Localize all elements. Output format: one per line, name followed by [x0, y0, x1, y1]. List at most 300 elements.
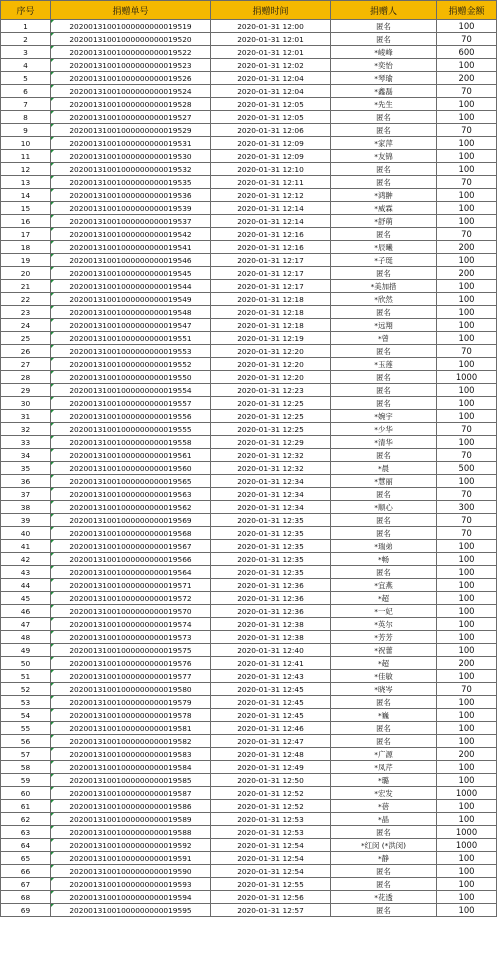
order-number-cell[interactable]: 20200131001000000000019565 — [51, 475, 211, 488]
donor-cell[interactable]: 匿名 — [331, 566, 437, 579]
amount-cell[interactable]: 100 — [437, 397, 497, 410]
seq-cell[interactable]: 22 — [1, 293, 51, 306]
seq-cell[interactable]: 17 — [1, 228, 51, 241]
order-number-cell[interactable]: 20200131001000000000019526 — [51, 72, 211, 85]
donor-cell[interactable]: 匿名 — [331, 826, 437, 839]
donor-cell[interactable]: *畅 — [331, 553, 437, 566]
order-number-cell[interactable]: 20200131001000000000019586 — [51, 800, 211, 813]
seq-cell[interactable]: 51 — [1, 670, 51, 683]
seq-cell[interactable]: 47 — [1, 618, 51, 631]
donation-time-cell[interactable]: 2020-01-31 12:47 — [211, 735, 331, 748]
amount-cell[interactable]: 1000 — [437, 371, 497, 384]
seq-cell[interactable]: 4 — [1, 59, 51, 72]
seq-cell[interactable]: 31 — [1, 410, 51, 423]
donor-cell[interactable]: 匿名 — [331, 345, 437, 358]
order-number-cell[interactable]: 20200131001000000000019594 — [51, 891, 211, 904]
order-number-cell[interactable]: 20200131001000000000019560 — [51, 462, 211, 475]
order-number-cell[interactable]: 20200131001000000000019546 — [51, 254, 211, 267]
seq-cell[interactable]: 44 — [1, 579, 51, 592]
donation-time-cell[interactable]: 2020-01-31 12:11 — [211, 176, 331, 189]
amount-cell[interactable]: 70 — [437, 85, 497, 98]
seq-cell[interactable]: 10 — [1, 137, 51, 150]
donor-cell[interactable]: 匿名 — [331, 124, 437, 137]
donation-time-cell[interactable]: 2020-01-31 12:17 — [211, 280, 331, 293]
order-number-cell[interactable]: 20200131001000000000019573 — [51, 631, 211, 644]
donor-cell[interactable]: *晶 — [331, 813, 437, 826]
amount-cell[interactable]: 100 — [437, 98, 497, 111]
order-number-cell[interactable]: 20200131001000000000019545 — [51, 267, 211, 280]
header-donor[interactable]: 捐赠人 — [331, 1, 437, 20]
order-number-cell[interactable]: 20200131001000000000019544 — [51, 280, 211, 293]
amount-cell[interactable]: 70 — [437, 514, 497, 527]
seq-cell[interactable]: 34 — [1, 449, 51, 462]
amount-cell[interactable]: 100 — [437, 553, 497, 566]
amount-cell[interactable]: 100 — [437, 254, 497, 267]
order-number-cell[interactable]: 20200131001000000000019579 — [51, 696, 211, 709]
seq-cell[interactable]: 5 — [1, 72, 51, 85]
order-number-cell[interactable]: 20200131001000000000019569 — [51, 514, 211, 527]
donor-cell[interactable]: *芳芳 — [331, 631, 437, 644]
order-number-cell[interactable]: 20200131001000000000019589 — [51, 813, 211, 826]
donation-time-cell[interactable]: 2020-01-31 12:54 — [211, 852, 331, 865]
donor-cell[interactable]: *清华 — [331, 436, 437, 449]
donor-cell[interactable]: *远翔 — [331, 319, 437, 332]
seq-cell[interactable]: 24 — [1, 319, 51, 332]
seq-cell[interactable]: 20 — [1, 267, 51, 280]
amount-cell[interactable]: 100 — [437, 475, 497, 488]
donation-time-cell[interactable]: 2020-01-31 12:20 — [211, 358, 331, 371]
amount-cell[interactable]: 70 — [437, 449, 497, 462]
donor-cell[interactable]: 匿名 — [331, 865, 437, 878]
donation-time-cell[interactable]: 2020-01-31 12:10 — [211, 163, 331, 176]
order-number-cell[interactable]: 20200131001000000000019570 — [51, 605, 211, 618]
seq-cell[interactable]: 30 — [1, 397, 51, 410]
amount-cell[interactable]: 100 — [437, 20, 497, 33]
seq-cell[interactable]: 25 — [1, 332, 51, 345]
amount-cell[interactable]: 100 — [437, 293, 497, 306]
donation-time-cell[interactable]: 2020-01-31 12:09 — [211, 137, 331, 150]
donation-time-cell[interactable]: 2020-01-31 12:52 — [211, 787, 331, 800]
seq-cell[interactable]: 46 — [1, 605, 51, 618]
donor-cell[interactable]: 匿名 — [331, 722, 437, 735]
donation-time-cell[interactable]: 2020-01-31 12:45 — [211, 683, 331, 696]
donation-time-cell[interactable]: 2020-01-31 12:05 — [211, 111, 331, 124]
donor-cell[interactable]: *佳敏 — [331, 670, 437, 683]
order-number-cell[interactable]: 20200131001000000000019588 — [51, 826, 211, 839]
order-number-cell[interactable]: 20200131001000000000019532 — [51, 163, 211, 176]
donation-time-cell[interactable]: 2020-01-31 12:25 — [211, 423, 331, 436]
amount-cell[interactable]: 100 — [437, 540, 497, 553]
donation-time-cell[interactable]: 2020-01-31 12:18 — [211, 293, 331, 306]
amount-cell[interactable]: 70 — [437, 228, 497, 241]
order-number-cell[interactable]: 20200131001000000000019531 — [51, 137, 211, 150]
donor-cell[interactable]: 匿名 — [331, 449, 437, 462]
donor-cell[interactable]: *奕怡 — [331, 59, 437, 72]
donor-cell[interactable]: 匿名 — [331, 176, 437, 189]
donation-time-cell[interactable]: 2020-01-31 12:34 — [211, 488, 331, 501]
amount-cell[interactable]: 300 — [437, 501, 497, 514]
order-number-cell[interactable]: 20200131001000000000019550 — [51, 371, 211, 384]
seq-cell[interactable]: 33 — [1, 436, 51, 449]
donor-cell[interactable]: *超 — [331, 657, 437, 670]
seq-cell[interactable]: 63 — [1, 826, 51, 839]
donor-cell[interactable]: 匿名 — [331, 878, 437, 891]
donation-time-cell[interactable]: 2020-01-31 12:35 — [211, 514, 331, 527]
order-number-cell[interactable]: 20200131001000000000019561 — [51, 449, 211, 462]
seq-cell[interactable]: 64 — [1, 839, 51, 852]
donor-cell[interactable]: *鑫磊 — [331, 85, 437, 98]
seq-cell[interactable]: 8 — [1, 111, 51, 124]
order-number-cell[interactable]: 20200131001000000000019578 — [51, 709, 211, 722]
donation-time-cell[interactable]: 2020-01-31 12:38 — [211, 618, 331, 631]
order-number-cell[interactable]: 20200131001000000000019527 — [51, 111, 211, 124]
order-number-cell[interactable]: 20200131001000000000019585 — [51, 774, 211, 787]
donor-cell[interactable]: *晓岑 — [331, 683, 437, 696]
seq-cell[interactable]: 36 — [1, 475, 51, 488]
donation-time-cell[interactable]: 2020-01-31 12:06 — [211, 124, 331, 137]
order-number-cell[interactable]: 20200131001000000000019529 — [51, 124, 211, 137]
seq-cell[interactable]: 61 — [1, 800, 51, 813]
seq-cell[interactable]: 7 — [1, 98, 51, 111]
header-amount[interactable]: 捐赠金额 — [437, 1, 497, 20]
amount-cell[interactable]: 100 — [437, 696, 497, 709]
amount-cell[interactable]: 100 — [437, 436, 497, 449]
amount-cell[interactable]: 100 — [437, 800, 497, 813]
amount-cell[interactable]: 200 — [437, 657, 497, 670]
donor-cell[interactable]: *舒萌 — [331, 215, 437, 228]
order-number-cell[interactable]: 20200131001000000000019520 — [51, 33, 211, 46]
donor-cell[interactable]: *红闵 (*洪闵) — [331, 839, 437, 852]
amount-cell[interactable]: 100 — [437, 709, 497, 722]
donation-time-cell[interactable]: 2020-01-31 12:34 — [211, 501, 331, 514]
donation-time-cell[interactable]: 2020-01-31 12:38 — [211, 631, 331, 644]
donor-cell[interactable]: *花透 — [331, 891, 437, 904]
amount-cell[interactable]: 100 — [437, 670, 497, 683]
donation-time-cell[interactable]: 2020-01-31 12:20 — [211, 345, 331, 358]
donation-time-cell[interactable]: 2020-01-31 12:04 — [211, 72, 331, 85]
seq-cell[interactable]: 28 — [1, 371, 51, 384]
order-number-cell[interactable]: 20200131001000000000019571 — [51, 579, 211, 592]
order-number-cell[interactable]: 20200131001000000000019547 — [51, 319, 211, 332]
donation-time-cell[interactable]: 2020-01-31 12:29 — [211, 436, 331, 449]
seq-cell[interactable]: 11 — [1, 150, 51, 163]
amount-cell[interactable]: 100 — [437, 566, 497, 579]
seq-cell[interactable]: 45 — [1, 592, 51, 605]
donation-time-cell[interactable]: 2020-01-31 12:05 — [211, 98, 331, 111]
amount-cell[interactable]: 100 — [437, 774, 497, 787]
donation-time-cell[interactable]: 2020-01-31 12:52 — [211, 800, 331, 813]
amount-cell[interactable]: 100 — [437, 579, 497, 592]
order-number-cell[interactable]: 20200131001000000000019539 — [51, 202, 211, 215]
amount-cell[interactable]: 100 — [437, 878, 497, 891]
seq-cell[interactable]: 53 — [1, 696, 51, 709]
header-order-number[interactable]: 捐赠单号 — [51, 1, 211, 20]
seq-cell[interactable]: 60 — [1, 787, 51, 800]
donation-time-cell[interactable]: 2020-01-31 12:43 — [211, 670, 331, 683]
order-number-cell[interactable]: 20200131001000000000019581 — [51, 722, 211, 735]
amount-cell[interactable]: 600 — [437, 46, 497, 59]
donor-cell[interactable]: *璐 — [331, 774, 437, 787]
amount-cell[interactable]: 100 — [437, 644, 497, 657]
donation-time-cell[interactable]: 2020-01-31 12:34 — [211, 475, 331, 488]
donor-cell[interactable]: *祝蕾 — [331, 644, 437, 657]
donation-time-cell[interactable]: 2020-01-31 12:23 — [211, 384, 331, 397]
seq-cell[interactable]: 58 — [1, 761, 51, 774]
donation-time-cell[interactable]: 2020-01-31 12:25 — [211, 410, 331, 423]
seq-cell[interactable]: 69 — [1, 904, 51, 917]
donation-time-cell[interactable]: 2020-01-31 12:35 — [211, 553, 331, 566]
seq-cell[interactable]: 16 — [1, 215, 51, 228]
donor-cell[interactable]: *崚峰 — [331, 46, 437, 59]
amount-cell[interactable]: 70 — [437, 423, 497, 436]
donation-time-cell[interactable]: 2020-01-31 12:54 — [211, 865, 331, 878]
donor-cell[interactable]: 匿名 — [331, 228, 437, 241]
donor-cell[interactable]: *晨 — [331, 462, 437, 475]
donor-cell[interactable]: *蓓 — [331, 800, 437, 813]
amount-cell[interactable]: 100 — [437, 280, 497, 293]
order-number-cell[interactable]: 20200131001000000000019536 — [51, 189, 211, 202]
amount-cell[interactable]: 1000 — [437, 787, 497, 800]
seq-cell[interactable]: 27 — [1, 358, 51, 371]
donation-time-cell[interactable]: 2020-01-31 12:36 — [211, 605, 331, 618]
donor-cell[interactable]: *琴瑜 — [331, 72, 437, 85]
donor-cell[interactable]: 匿名 — [331, 514, 437, 527]
order-number-cell[interactable]: 20200131001000000000019577 — [51, 670, 211, 683]
donor-cell[interactable]: *威霖 — [331, 202, 437, 215]
donor-cell[interactable]: *英尔 — [331, 618, 437, 631]
seq-cell[interactable]: 3 — [1, 46, 51, 59]
donation-time-cell[interactable]: 2020-01-31 12:55 — [211, 878, 331, 891]
seq-cell[interactable]: 56 — [1, 735, 51, 748]
order-number-cell[interactable]: 20200131001000000000019524 — [51, 85, 211, 98]
donor-cell[interactable]: *瑞弟 — [331, 540, 437, 553]
donor-cell[interactable]: *友锦 — [331, 150, 437, 163]
seq-cell[interactable]: 40 — [1, 527, 51, 540]
order-number-cell[interactable]: 20200131001000000000019528 — [51, 98, 211, 111]
donation-time-cell[interactable]: 2020-01-31 12:14 — [211, 215, 331, 228]
amount-cell[interactable]: 70 — [437, 176, 497, 189]
amount-cell[interactable]: 100 — [437, 319, 497, 332]
amount-cell[interactable]: 100 — [437, 631, 497, 644]
donor-cell[interactable]: *先生 — [331, 98, 437, 111]
amount-cell[interactable]: 100 — [437, 735, 497, 748]
donor-cell[interactable]: 匿名 — [331, 735, 437, 748]
amount-cell[interactable]: 200 — [437, 748, 497, 761]
order-number-cell[interactable]: 20200131001000000000019587 — [51, 787, 211, 800]
order-number-cell[interactable]: 20200131001000000000019567 — [51, 540, 211, 553]
donation-time-cell[interactable]: 2020-01-31 12:17 — [211, 267, 331, 280]
header-seq[interactable]: 序号 — [1, 1, 51, 20]
order-number-cell[interactable]: 20200131001000000000019542 — [51, 228, 211, 241]
order-number-cell[interactable]: 20200131001000000000019591 — [51, 852, 211, 865]
amount-cell[interactable]: 500 — [437, 462, 497, 475]
amount-cell[interactable]: 100 — [437, 163, 497, 176]
donor-cell[interactable]: *顺心 — [331, 501, 437, 514]
donation-time-cell[interactable]: 2020-01-31 12:36 — [211, 592, 331, 605]
donation-time-cell[interactable]: 2020-01-31 12:53 — [211, 826, 331, 839]
order-number-cell[interactable]: 20200131001000000000019572 — [51, 592, 211, 605]
donation-time-cell[interactable]: 2020-01-31 12:41 — [211, 657, 331, 670]
order-number-cell[interactable]: 20200131001000000000019576 — [51, 657, 211, 670]
amount-cell[interactable]: 100 — [437, 865, 497, 878]
order-number-cell[interactable]: 20200131001000000000019530 — [51, 150, 211, 163]
donor-cell[interactable]: *家萍 — [331, 137, 437, 150]
donor-cell[interactable]: *子珽 — [331, 254, 437, 267]
order-number-cell[interactable]: 20200131001000000000019595 — [51, 904, 211, 917]
order-number-cell[interactable]: 20200131001000000000019519 — [51, 20, 211, 33]
seq-cell[interactable]: 59 — [1, 774, 51, 787]
amount-cell[interactable]: 70 — [437, 33, 497, 46]
donor-cell[interactable]: *鸿翀 — [331, 189, 437, 202]
donor-cell[interactable]: *曾 — [331, 332, 437, 345]
seq-cell[interactable]: 48 — [1, 631, 51, 644]
donor-cell[interactable]: 匿名 — [331, 20, 437, 33]
order-number-cell[interactable]: 20200131001000000000019556 — [51, 410, 211, 423]
seq-cell[interactable]: 41 — [1, 540, 51, 553]
donation-time-cell[interactable]: 2020-01-31 12:35 — [211, 527, 331, 540]
amount-cell[interactable]: 100 — [437, 137, 497, 150]
amount-cell[interactable]: 100 — [437, 813, 497, 826]
seq-cell[interactable]: 55 — [1, 722, 51, 735]
seq-cell[interactable]: 67 — [1, 878, 51, 891]
donor-cell[interactable]: *静 — [331, 852, 437, 865]
donor-cell[interactable]: *一妃 — [331, 605, 437, 618]
donation-time-cell[interactable]: 2020-01-31 12:56 — [211, 891, 331, 904]
donation-time-cell[interactable]: 2020-01-31 12:00 — [211, 20, 331, 33]
order-number-cell[interactable]: 20200131001000000000019554 — [51, 384, 211, 397]
order-number-cell[interactable]: 20200131001000000000019562 — [51, 501, 211, 514]
donation-time-cell[interactable]: 2020-01-31 12:57 — [211, 904, 331, 917]
donation-time-cell[interactable]: 2020-01-31 12:35 — [211, 566, 331, 579]
header-donation-time[interactable]: 捐赠时间 — [211, 1, 331, 20]
seq-cell[interactable]: 29 — [1, 384, 51, 397]
order-number-cell[interactable]: 20200131001000000000019584 — [51, 761, 211, 774]
amount-cell[interactable]: 1000 — [437, 826, 497, 839]
order-number-cell[interactable]: 20200131001000000000019582 — [51, 735, 211, 748]
order-number-cell[interactable]: 20200131001000000000019558 — [51, 436, 211, 449]
order-number-cell[interactable]: 20200131001000000000019592 — [51, 839, 211, 852]
donation-time-cell[interactable]: 2020-01-31 12:18 — [211, 319, 331, 332]
order-number-cell[interactable]: 20200131001000000000019593 — [51, 878, 211, 891]
donation-time-cell[interactable]: 2020-01-31 12:45 — [211, 696, 331, 709]
amount-cell[interactable]: 70 — [437, 683, 497, 696]
donation-time-cell[interactable]: 2020-01-31 12:36 — [211, 579, 331, 592]
donor-cell[interactable]: *美加措 — [331, 280, 437, 293]
amount-cell[interactable]: 100 — [437, 761, 497, 774]
donor-cell[interactable]: 匿名 — [331, 527, 437, 540]
donation-time-cell[interactable]: 2020-01-31 12:16 — [211, 228, 331, 241]
donation-time-cell[interactable]: 2020-01-31 12:54 — [211, 839, 331, 852]
seq-cell[interactable]: 6 — [1, 85, 51, 98]
donation-time-cell[interactable]: 2020-01-31 12:16 — [211, 241, 331, 254]
donor-cell[interactable]: 匿名 — [331, 904, 437, 917]
amount-cell[interactable]: 100 — [437, 358, 497, 371]
donation-time-cell[interactable]: 2020-01-31 12:18 — [211, 306, 331, 319]
seq-cell[interactable]: 18 — [1, 241, 51, 254]
donation-time-cell[interactable]: 2020-01-31 12:04 — [211, 85, 331, 98]
order-number-cell[interactable]: 20200131001000000000019566 — [51, 553, 211, 566]
seq-cell[interactable]: 12 — [1, 163, 51, 176]
seq-cell[interactable]: 43 — [1, 566, 51, 579]
order-number-cell[interactable]: 20200131001000000000019552 — [51, 358, 211, 371]
order-number-cell[interactable]: 20200131001000000000019590 — [51, 865, 211, 878]
amount-cell[interactable]: 100 — [437, 891, 497, 904]
donor-cell[interactable]: *辰曦 — [331, 241, 437, 254]
seq-cell[interactable]: 54 — [1, 709, 51, 722]
order-number-cell[interactable]: 20200131001000000000019535 — [51, 176, 211, 189]
seq-cell[interactable]: 38 — [1, 501, 51, 514]
amount-cell[interactable]: 100 — [437, 306, 497, 319]
donor-cell[interactable]: *少华 — [331, 423, 437, 436]
order-number-cell[interactable]: 20200131001000000000019548 — [51, 306, 211, 319]
donation-time-cell[interactable]: 2020-01-31 12:20 — [211, 371, 331, 384]
donor-cell[interactable]: *欣然 — [331, 293, 437, 306]
donor-cell[interactable]: 匿名 — [331, 33, 437, 46]
order-number-cell[interactable]: 20200131001000000000019549 — [51, 293, 211, 306]
donor-cell[interactable]: *宏发 — [331, 787, 437, 800]
seq-cell[interactable]: 42 — [1, 553, 51, 566]
seq-cell[interactable]: 32 — [1, 423, 51, 436]
seq-cell[interactable]: 35 — [1, 462, 51, 475]
amount-cell[interactable]: 100 — [437, 189, 497, 202]
order-number-cell[interactable]: 20200131001000000000019575 — [51, 644, 211, 657]
amount-cell[interactable]: 1000 — [437, 839, 497, 852]
seq-cell[interactable]: 19 — [1, 254, 51, 267]
seq-cell[interactable]: 13 — [1, 176, 51, 189]
donor-cell[interactable]: *婉宇 — [331, 410, 437, 423]
donor-cell[interactable]: 匿名 — [331, 111, 437, 124]
amount-cell[interactable]: 70 — [437, 124, 497, 137]
donation-time-cell[interactable]: 2020-01-31 12:17 — [211, 254, 331, 267]
seq-cell[interactable]: 9 — [1, 124, 51, 137]
donation-time-cell[interactable]: 2020-01-31 12:32 — [211, 449, 331, 462]
donor-cell[interactable]: 匿名 — [331, 371, 437, 384]
order-number-cell[interactable]: 20200131001000000000019574 — [51, 618, 211, 631]
seq-cell[interactable]: 62 — [1, 813, 51, 826]
donation-time-cell[interactable]: 2020-01-31 12:19 — [211, 332, 331, 345]
seq-cell[interactable]: 57 — [1, 748, 51, 761]
amount-cell[interactable]: 100 — [437, 332, 497, 345]
donation-time-cell[interactable]: 2020-01-31 12:49 — [211, 761, 331, 774]
donor-cell[interactable]: *凤芹 — [331, 761, 437, 774]
order-number-cell[interactable]: 20200131001000000000019563 — [51, 488, 211, 501]
donation-time-cell[interactable]: 2020-01-31 12:50 — [211, 774, 331, 787]
seq-cell[interactable]: 14 — [1, 189, 51, 202]
amount-cell[interactable]: 70 — [437, 345, 497, 358]
amount-cell[interactable]: 100 — [437, 150, 497, 163]
donor-cell[interactable]: 匿名 — [331, 306, 437, 319]
seq-cell[interactable]: 23 — [1, 306, 51, 319]
order-number-cell[interactable]: 20200131001000000000019553 — [51, 345, 211, 358]
donation-time-cell[interactable]: 2020-01-31 12:02 — [211, 59, 331, 72]
donation-time-cell[interactable]: 2020-01-31 12:14 — [211, 202, 331, 215]
seq-cell[interactable]: 15 — [1, 202, 51, 215]
amount-cell[interactable]: 100 — [437, 852, 497, 865]
seq-cell[interactable]: 26 — [1, 345, 51, 358]
seq-cell[interactable]: 1 — [1, 20, 51, 33]
donation-time-cell[interactable]: 2020-01-31 12:53 — [211, 813, 331, 826]
amount-cell[interactable]: 100 — [437, 410, 497, 423]
seq-cell[interactable]: 68 — [1, 891, 51, 904]
amount-cell[interactable]: 100 — [437, 59, 497, 72]
donation-time-cell[interactable]: 2020-01-31 12:01 — [211, 33, 331, 46]
amount-cell[interactable]: 70 — [437, 488, 497, 501]
amount-cell[interactable]: 100 — [437, 618, 497, 631]
donation-time-cell[interactable]: 2020-01-31 12:45 — [211, 709, 331, 722]
donor-cell[interactable]: *巍 — [331, 709, 437, 722]
order-number-cell[interactable]: 20200131001000000000019564 — [51, 566, 211, 579]
amount-cell[interactable]: 200 — [437, 241, 497, 254]
